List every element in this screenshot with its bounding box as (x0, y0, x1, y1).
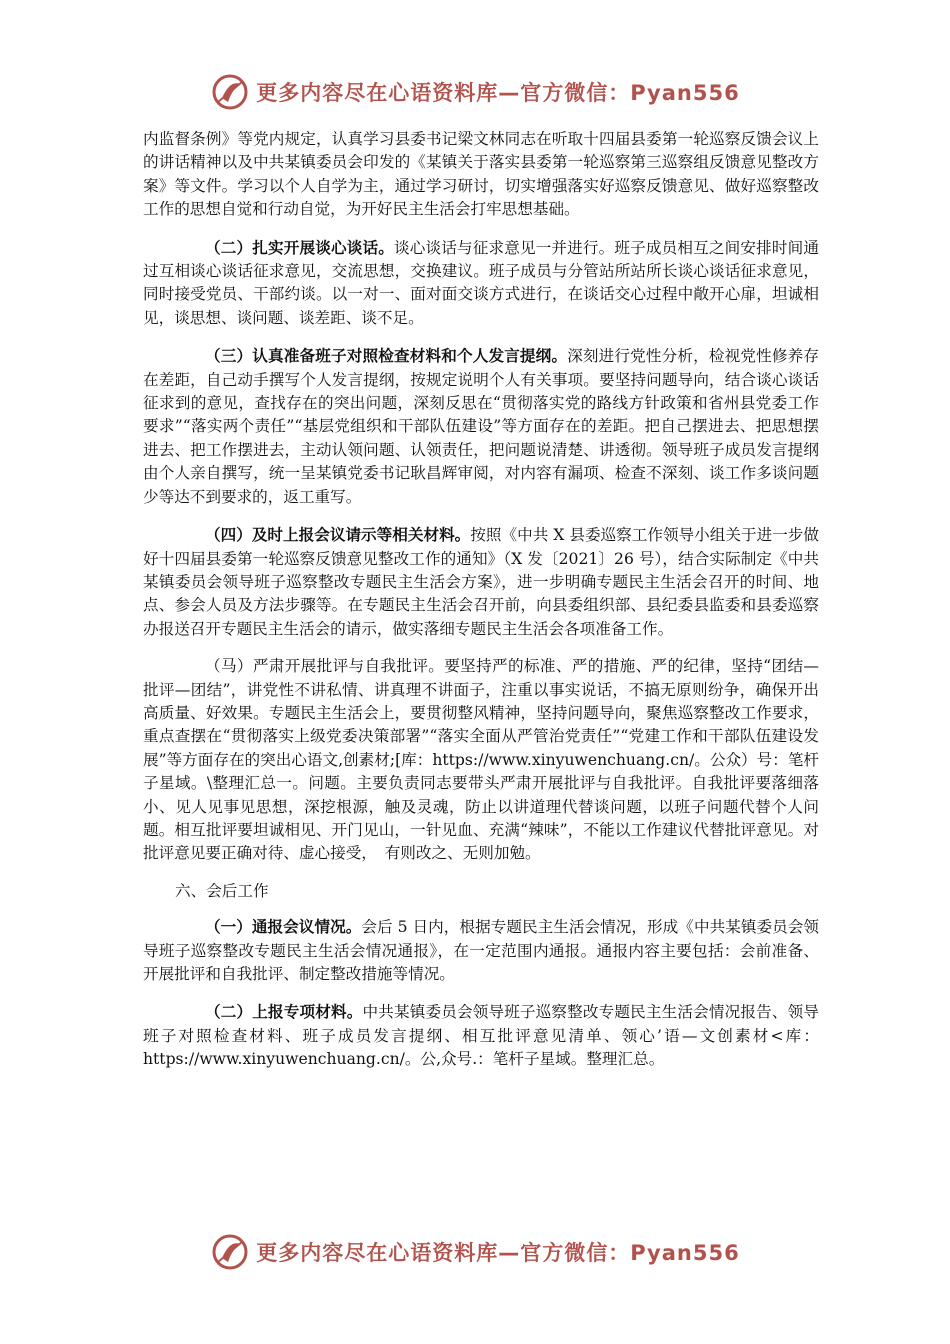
document-body (143, 128, 819, 1086)
paragraph-text: （马）严肃开展批评与自我批评。要坚持严的标准、严的措施、严的纪律，坚持“团结—批评—团结”，讲党性不讲私情、讲真理不讲面子，注重以事实说话，不搞无原则纷争，确保开出高质量、好效果。专题民主生活会上，要贯彻整风精神，坚持问题导向，聚焦巡察整改工作要求，重点查摆在“贯彻落实上级党委决策部署”“落实全面从严管治党责任”“党建工作和干部队伍建设发展”等方面存在的突出心语文,创素材;[库：https://www.xinyuwenchuang.cn/。公众）号：笔杆子星域。\整理汇总一。问题。主要负责同志要带头严肃开展批评与自我批评。自我批评要落细落小、见人见事见思想，深挖根源，触及灵魂，防止以讲道理代替谈问题，以班子问题代替个人问题。相互批评要坦诚相见、开门见山，一针见血、充满“辣味”，不能以工作建议代替批评意见。对批评意见要正确对待、虚心接受， 有则改之、无则加勉。 (143, 657, 820, 863)
paragraph-heading: （三）认真准备班子对照检查材料和个人发言提纲。 (205, 346, 568, 366)
paragraph-4 (143, 523, 819, 641)
paragraph-heading: （一）通报会议情况。 (205, 917, 362, 937)
paragraph-7 (143, 1000, 819, 1071)
paragraph-text: 深刻进行党性分析，检视党性修养存在差距，自己动手撰写个人发言提纲，按规定说明个人有关事项。要坚持问题导向，结合谈心谈话征求到的意见，查找存在的突出问题，深刻反思在“贯彻落实党的路线方针政策和省州县党委工作要求”“落实两个责任”“基层党组织和干部队伍建设”等方面存在的差距。把自己摆进去、把思想摆进去、把工作摆进去，主动认领问题、认领责任，把问题说清楚、讲透彻。领导班子成员发言提纲由个人亲自撰写，统一呈某镇党委书记耿昌辉审阅，对内容有漏项、检查不深刻、谈工作多谈问题少等达不到要求的，返工重写。 (143, 347, 819, 506)
section-title: 六、会后工作 (175, 881, 269, 900)
banner-text: 更多内容尽在心语资料库—官方微信：Pyan556 (256, 1241, 740, 1265)
paragraph-1 (143, 128, 819, 222)
paragraph-5 (143, 655, 819, 866)
library-logo-icon (210, 1232, 250, 1272)
banner-text: 更多内容尽在心语资料库—官方微信：Pyan556 (256, 81, 740, 105)
paragraph-text: 谈心谈话与征求意见一并进行。班子成员相互之间安排时间通过互相谈心谈话征求意见，交流思想，交换建议。班子成员与分管站所站所长谈心谈话征求意见，同时接受党员、干部约谈。以一对一、面对面交谈方式进行，在谈话交心过程中敞开心扉，坦诚相见，谈思想、谈问题、谈差距、谈不足。 (143, 238, 819, 327)
paragraph-text: 会后 5 日内，根据专题民主生活会情况，形成《中共某镇委员会领导班子巡察整改专题民主生活会情况通报》，在一定范围内通报。通报内容主要包括：会前准备、开展批评和自我批评、制定整改措施等情况。 (143, 918, 819, 983)
paragraph-6 (143, 915, 819, 986)
library-logo-icon (210, 72, 250, 112)
paragraph-text: 内监督条例》等党内规定，认真学习县委书记梁文林同志在听取十四届县委第一轮巡察反馈会议上的讲话精神以及中共某镇委员会印发的《某镇关于落实县委第一轮巡察第三巡察组反馈意见整改方案》等文件。学习以个人自学为主，通过学习研讨，切实增强落实好巡察反馈意见、做好巡察整改工作的思想自觉和行动自觉，为开好民主生活会打牢思想基础。 (143, 130, 819, 219)
paragraph-heading: （二）上报专项材料。 (205, 1002, 363, 1022)
header-banner (0, 72, 950, 112)
paragraph-text: 中共某镇委员会领导班子巡察整改专题民主生活会情况报告、领导班子对照检查材料、班子成员发言提纲、相互批评意见清单、领心’语—文创素材<库：https://www.xinyuwenchuang.cn/。公,众号.：笔杆子星域。整理汇总。 (143, 1003, 819, 1069)
paragraph-heading: （二）扎实开展谈心谈话。 (205, 237, 394, 257)
paragraph-heading: （四）及时上报会议请示等相关材料。 (205, 525, 471, 545)
paragraph-2 (143, 236, 819, 331)
footer-banner (0, 1232, 950, 1272)
paragraph-3 (143, 344, 819, 509)
paragraph-text: 按照《中共 X 县委巡察工作领导小组关于进一步做好十四届县委第一轮巡察反馈意见整改工作的通知》（X 发〔2021〕26 号），结合实际制定《中共某镇委员会领导班子巡察整改专题民主生活会方案》，进一步明确专题民主生活会召开的时间、地点、参会人员及方法步骤等。在专题民主生活会召开前，向县委组织部、县纪委县监委和县委巡察办报送召开专题民主生活会的请示，做实落细专题民主生活会各项准备工作。 (143, 526, 819, 638)
